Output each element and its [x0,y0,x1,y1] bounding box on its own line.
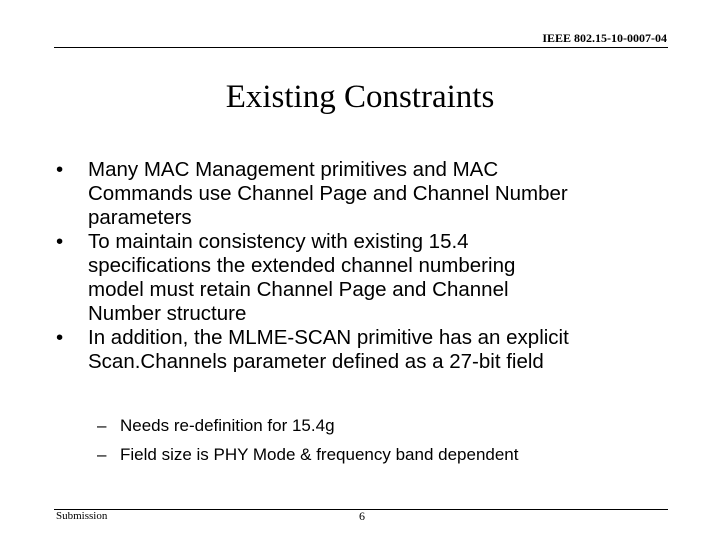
bullet-line: Many MAC Management primitives and MAC [88,158,499,181]
sub-bullet-text: Field size is PHY Mode & frequency band dependent [120,445,519,464]
bullet-line: In addition, the MLME-SCAN primitive has an explicit [88,326,569,349]
bullet-line: Commands use Channel Page and Channel Number [88,182,568,205]
bullet-line: Scan.Channels parameter defined as a 27-bit field [88,350,544,373]
bullet-line: Number structure [88,302,247,325]
bullet-list [0,158,569,374]
sub-bullet-marker: – [97,416,107,435]
sub-bullet-marker: – [97,445,107,464]
bullet-line: model must retain Channel Page and Channel [88,278,509,301]
sub-bullet-text: Needs re-definition for 15.4g [120,416,335,435]
page-number: 6 [359,509,365,523]
bullet-item [0,230,569,326]
sub-bullet-item [0,416,519,436]
bullet-line: specifications the extended channel numbering [88,254,516,277]
bullet-marker: • [56,158,64,181]
document-id: IEEE 802.15-10-0007-04 [542,31,667,45]
sub-bullet-item [0,445,519,465]
bullet-line: To maintain consistency with existing 15.4 [88,230,469,253]
header-divider [54,47,668,48]
slide-title: Existing Constraints [225,79,495,115]
sub-bullet-list [0,416,519,474]
bullet-marker: • [56,230,64,253]
bullet-item [0,158,569,230]
bullet-line: parameters [88,206,192,229]
bullet-item [0,326,569,374]
footer-submission-label: Submission [56,510,108,522]
bullet-marker: • [56,326,64,349]
